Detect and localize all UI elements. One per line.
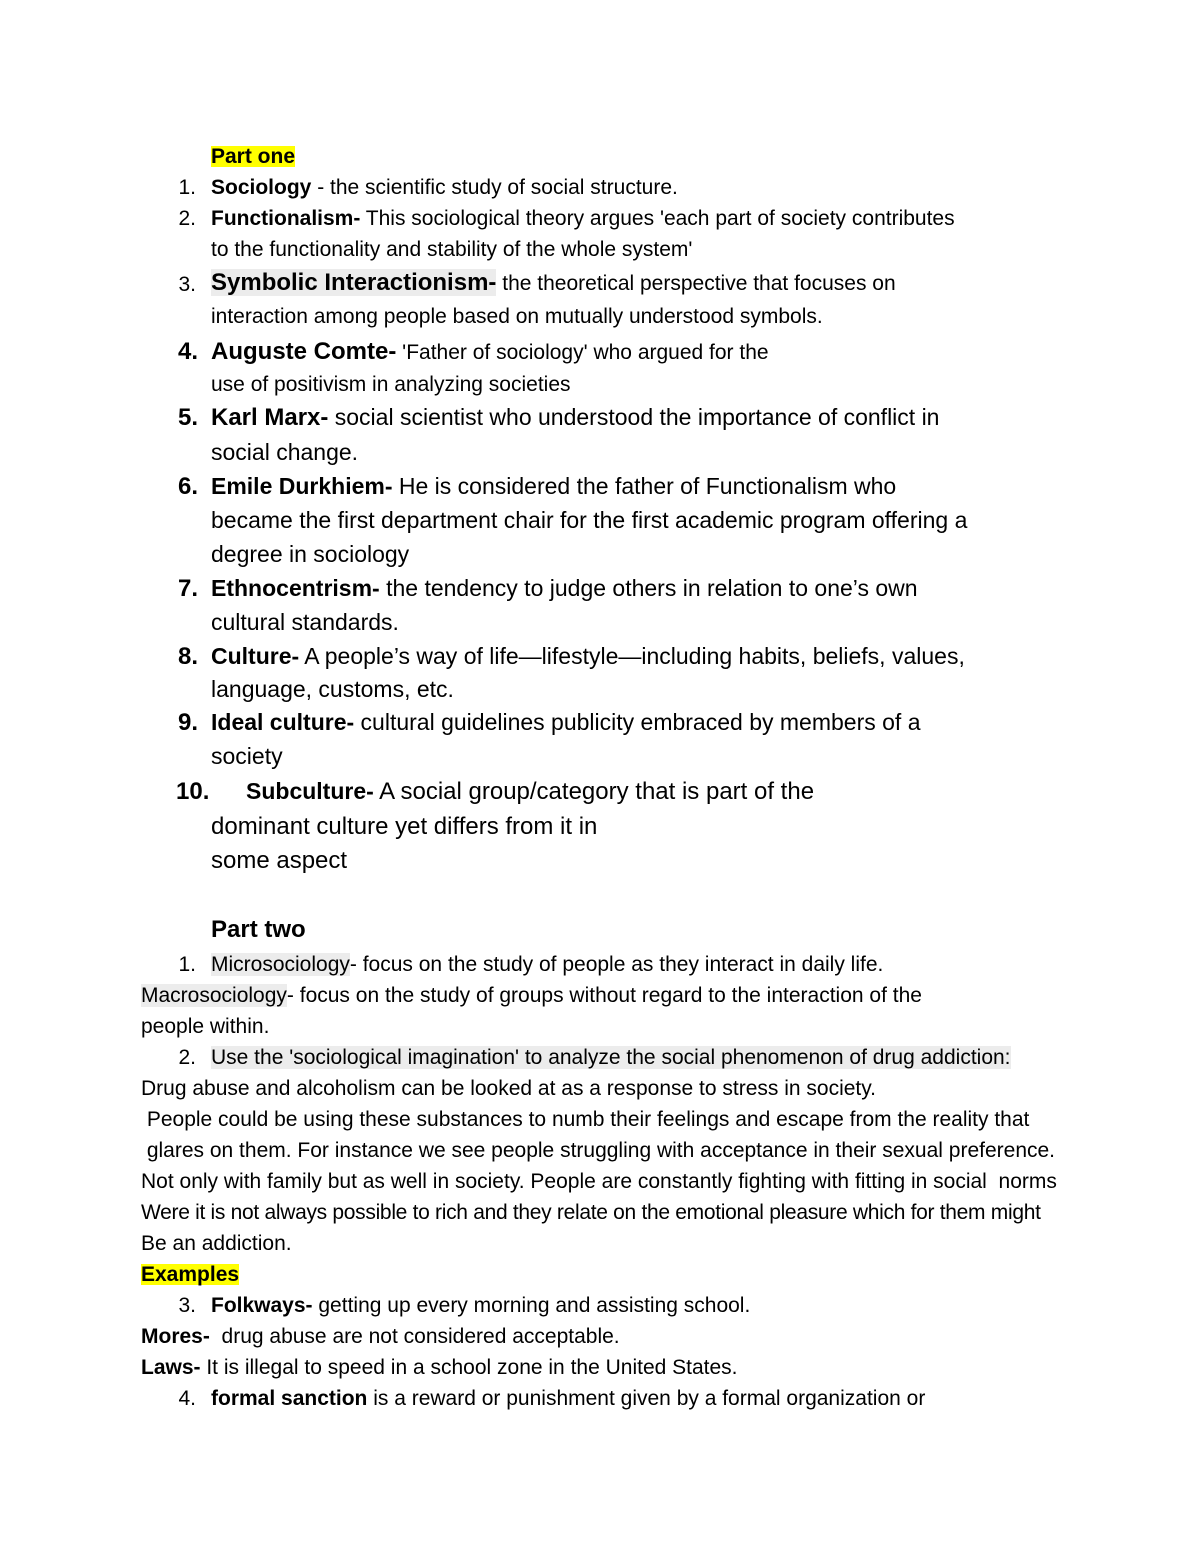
paragraph-line	[141, 1326, 620, 1347]
definition: A social group/category that is part of the	[373, 778, 815, 805]
list-number: 2.	[178, 1046, 196, 1069]
definition-continued: social change.	[211, 439, 359, 465]
term: Ideal culture-	[211, 709, 355, 735]
definition-continued: cultural standards.	[211, 609, 399, 635]
definition: cultural guidelines publicity embraced by members of a	[354, 709, 921, 735]
definition-continued: interaction among people based on mutually understood symbols.	[211, 305, 823, 328]
term: Culture-	[211, 643, 300, 669]
list-item	[211, 577, 918, 600]
list-item	[211, 711, 921, 734]
term: Folkways-	[211, 1294, 313, 1317]
term: formal sanction	[211, 1387, 368, 1410]
question-prompt: Use the 'sociological imagination' to analyze the social phenomenon of drug addiction:	[211, 1046, 1011, 1069]
list-item	[211, 1047, 1011, 1068]
list-item	[211, 340, 769, 364]
part-two-heading: Part two	[211, 916, 306, 943]
definition: This sociological theory argues 'each part of society contributes	[360, 207, 955, 230]
list-number: 2.	[178, 207, 196, 230]
list-item	[211, 177, 678, 198]
paragraph-line: glares on them. For instance we see people struggling with acceptance in their sexual preference.	[141, 1139, 1056, 1162]
definition-continued: some aspect	[211, 847, 348, 874]
term: Karl Marx-	[211, 404, 329, 431]
definition: is a reward or punishment given by a formal organization or	[367, 1387, 926, 1410]
part-one-heading: Part one	[211, 145, 296, 168]
examples-heading: Examples	[141, 1263, 240, 1286]
paragraph-line	[141, 1357, 738, 1378]
definition: social scientist who understood the importance of conflict in	[328, 404, 940, 430]
term: Sociology	[211, 176, 312, 199]
definition: 'Father of sociology' who argued for the	[396, 341, 769, 364]
definition: - the scientific study of social structure.	[311, 176, 678, 199]
list-number: 5.	[177, 404, 198, 431]
paragraph-line: Be an addiction.	[141, 1232, 292, 1255]
list-item	[211, 645, 965, 668]
list-item	[211, 271, 896, 295]
definition-continued: dominant culture yet differs from it in	[211, 813, 598, 840]
list-number: 6.	[177, 473, 198, 500]
list-number: 7.	[177, 575, 198, 602]
term: Auguste Comte-	[211, 338, 397, 365]
list-number: 1.	[178, 176, 196, 199]
definition: getting up every morning and assisting school.	[312, 1294, 751, 1317]
list-number: 1.	[178, 953, 196, 976]
definition-continued: use of positivism in analyzing societies	[211, 373, 571, 396]
term: Subculture-	[246, 778, 374, 804]
definition: He is considered the father of Functionalism who	[392, 473, 897, 499]
definition: the theoretical perspective that focuses on	[496, 272, 896, 295]
term: Macrosociology	[141, 984, 287, 1007]
term: Functionalism-	[211, 207, 361, 230]
definition: A people’s way of life—lifestyle—including habits, beliefs, values,	[299, 643, 965, 669]
definition-continued: society	[211, 743, 283, 769]
term: Laws-	[141, 1356, 201, 1379]
term: Emile Durkhiem-	[211, 473, 393, 499]
list-number: 4.	[177, 338, 198, 365]
term: Ethnocentrism-	[211, 575, 380, 601]
paragraph-line: Drug abuse and alcoholism can be looked at as a response to stress in society.	[141, 1077, 877, 1100]
definition: drug abuse are not considered acceptable.	[209, 1325, 620, 1348]
definition: the tendency to judge others in relation to one’s own	[379, 575, 918, 601]
list-item	[211, 475, 896, 498]
definition-continued: to the functionality and stability of the whole system'	[211, 238, 693, 261]
list-number: 10.	[176, 778, 210, 805]
paragraph-line: Were it is not always possible to rich and they relate on the emotional pleasure which for them might	[141, 1201, 1041, 1224]
definition-continued: language, customs, etc.	[211, 676, 454, 702]
definition: It is illegal to speed in a school zone in the United States.	[200, 1356, 738, 1379]
list-number: 4.	[178, 1387, 196, 1410]
paragraph-line	[141, 985, 922, 1006]
list-item	[211, 406, 939, 430]
list-item	[211, 208, 955, 229]
list-item	[211, 1295, 750, 1316]
list-item	[246, 780, 814, 804]
term: Symbolic Interactionism-	[211, 269, 497, 296]
definition-continued: degree in sociology	[211, 541, 410, 567]
list-item	[211, 954, 883, 975]
term: Microsociology	[211, 953, 350, 976]
paragraph-line: Not only with family but as well in society. People are constantly fighting with fitting in social norms	[141, 1170, 1057, 1193]
paragraph-line: people within.	[141, 1015, 270, 1038]
definition: - focus on the study of groups without regard to the interaction of the	[286, 984, 922, 1007]
list-number: 8.	[177, 643, 198, 670]
list-item	[211, 1388, 925, 1409]
paragraph-line: People could be using these substances to numb their feelings and escape from the reality that	[141, 1108, 1030, 1131]
list-number: 9.	[177, 709, 198, 736]
list-number: 3.	[178, 1294, 196, 1317]
definition: - focus on the study of people as they interact in daily life.	[349, 953, 884, 976]
list-number: 3.	[178, 273, 196, 296]
term: Mores-	[141, 1325, 210, 1348]
definition-continued: became the first department chair for the first academic program offering a	[211, 507, 968, 533]
